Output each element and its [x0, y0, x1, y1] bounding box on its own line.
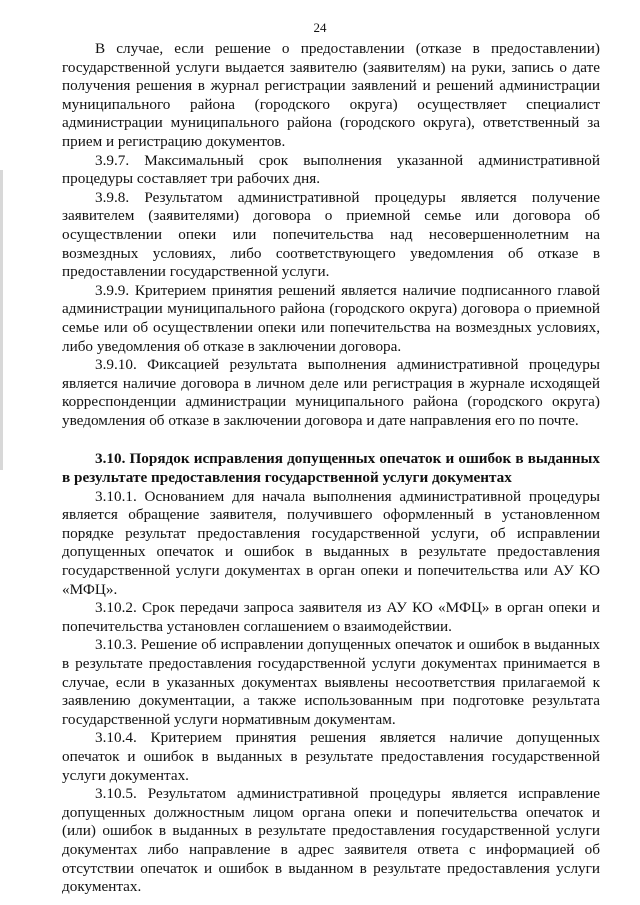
scan-margin-mark: [0, 170, 3, 470]
paragraph-issuance-record: В случае, если решение о предоставлении (отказе в предоставлении) государственной услуги выдается заявителю (заявителям) на руки, запись о дате получения решения в журнал регистрации заявлений и решений администрации муниципального района (городского округа) осуществляет специалист администрации муниципального района (городского округа), ответственный за прием и регистрацию документов.: [62, 40, 600, 150]
paragraph-3-9-7: 3.9.7. Максимальный срок выполнения указанной административной процедуры составляет три рабочих дня.: [62, 151, 600, 188]
paragraph-3-10-2: 3.10.2. Срок передачи запроса заявителя из АУ КО «МФЦ» в орган опеки и попечительства установлен соглашением о взаимодействии.: [62, 599, 600, 635]
paragraph-3-9-9: 3.9.9. Критерием принятия решений является наличие подписанного главой администрации муниципального района (городского округа) договора о приемной семье или об осуществлении опеки или попечительства на возмездных условиях, либо уведомления об отказе в заключении договора.: [62, 281, 600, 355]
paragraph-3-10-3: 3.10.3. Решение об исправлении допущенных опечаток и ошибок в выданных в результате предоставления государственной услуги документах принимается в случае, если в указанных документах выявлены несоответствия прилагаемой к заявлению документации, а также использованным при подготовке результата государственной услуги нормативным документам.: [62, 636, 600, 728]
paragraph-3-10-1: 3.10.1. Основанием для начала выполнения административной процедуры является обращение заявителя, получившего оформленный в установленном порядке результат предоставления государственной услуги, об исправлении допущенных опечаток и ошибок в выданных в результате предоставления государственной услуги документах в орган опеки и попечительства или АУ КО «МФЦ».: [62, 487, 600, 598]
paragraph-3-9-8: 3.9.8. Результатом административной процедуры является получение заявителем (заявителями) договора о приемной семье или договора об осуществлении опеки или попечительства над несовершеннолетним на возмездных условиях, либо соответствующего уведомления об отказе в предоставлении государственной услуги.: [62, 188, 600, 281]
section-heading-3-10: 3.10. Порядок исправления допущенных опечаток и ошибок в выданных в результате предоставления государственной услуги документах: [62, 450, 600, 487]
paragraph-3-10-5: 3.10.5. Результатом административной процедуры является исправление допущенных должностным лицом органа опеки и попечительства опечаток и (или) ошибок в выданных в результате предоставления государственной услуги документах либо направление в адрес заявителя ответа с информацией об отсутствии опечаток и ошибок в выданном в результате предоставления услуги документах.: [62, 785, 600, 896]
document-body: [62, 40, 600, 897]
page-number: 24: [313, 20, 327, 35]
paragraph-3-10-4: 3.10.4. Критерием принятия решения является наличие допущенных опечаток и ошибок в выданных в результате предоставления государственной услуги документах.: [62, 729, 600, 784]
paragraph-3-9-10: 3.9.10. Фиксацией результата выполнения административной процедуры является наличие договора в личном деле или регистрация в журнале исходящей корреспонденции администрации муниципального района (городского округа) уведомления об отказе в заключении договора и дате направления его по почте.: [62, 356, 600, 429]
